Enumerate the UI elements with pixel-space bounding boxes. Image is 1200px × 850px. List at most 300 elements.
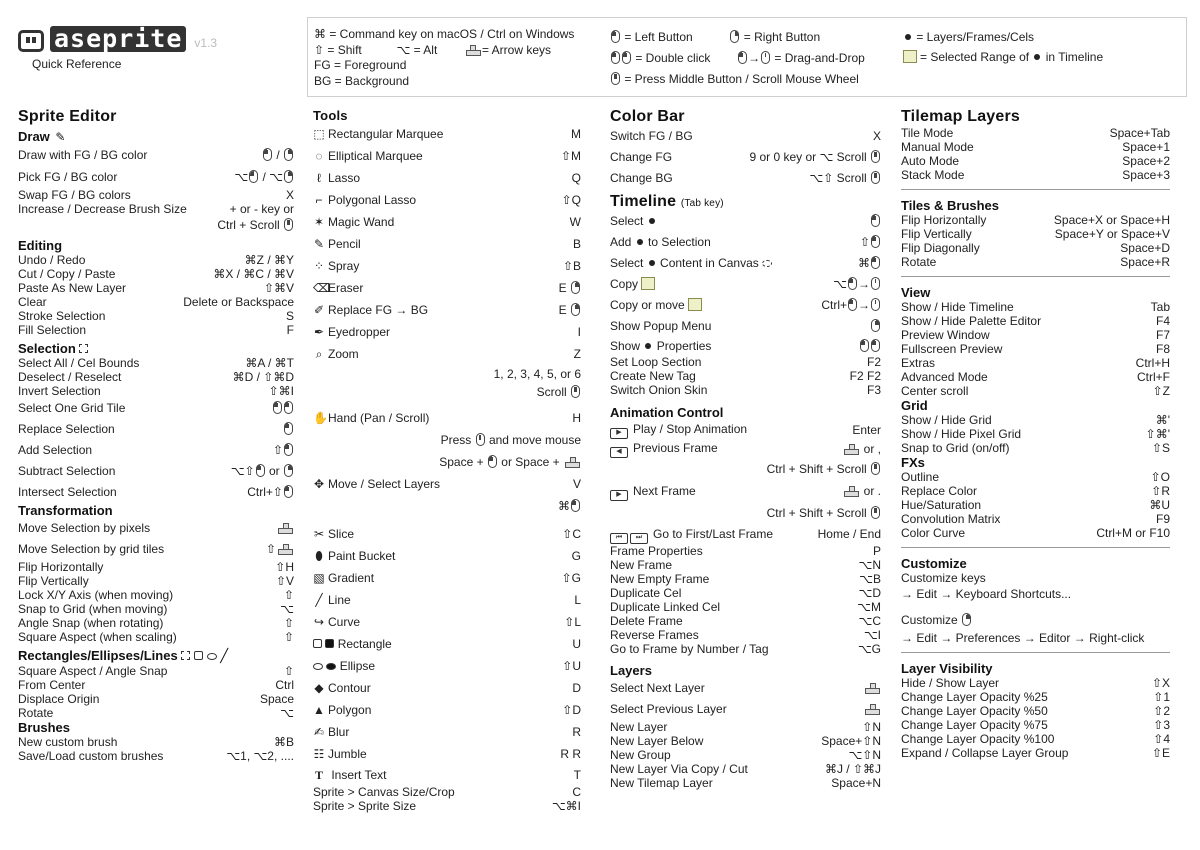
arrow-keys-icon — [278, 544, 292, 554]
sprite-editor-column — [18, 108, 294, 763]
item-shortcut: ⌘U — [1149, 498, 1170, 512]
item-label: New custom brush — [18, 735, 118, 749]
drop-icon — [761, 51, 770, 64]
item-shortcut: ⇧R — [1151, 484, 1170, 498]
tool-row — [313, 299, 581, 321]
item-shortcut: ⇧2 — [1153, 704, 1170, 718]
item-shortcut: ⌘X / ⌘C / ⌘V — [213, 267, 294, 281]
legend-shift: ⇧ = Shift — [314, 42, 362, 57]
item-label: Change Layer Opacity %75 — [901, 718, 1048, 732]
item-shortcut: ⌥⌘I — [551, 799, 581, 813]
item-label: Fill Selection — [18, 323, 87, 337]
tool-label: Replace FG → BG — [328, 303, 429, 317]
tool-row — [313, 721, 581, 743]
tool-label: Slice — [328, 527, 355, 541]
item-shortcut: Tab — [1150, 300, 1170, 314]
list-item — [18, 560, 294, 574]
item-label: Duplicate Cel — [610, 586, 682, 600]
tool-row: T Insert Text T — [313, 765, 581, 785]
brushes-title: Brushes — [18, 720, 71, 735]
tool-row — [313, 211, 581, 233]
item-label: Show / Hide Pixel Grid — [901, 427, 1022, 441]
list-item: Move Selection by pixels — [18, 518, 294, 539]
rectangles-list — [18, 664, 294, 720]
item-label: Stack Mode — [901, 168, 965, 182]
right-click-icon — [571, 303, 580, 316]
tool-row — [313, 189, 581, 211]
fx-title: FXs — [901, 455, 925, 470]
list-item — [901, 241, 1170, 255]
item-shortcut: F2 — [866, 355, 881, 369]
item-label: Expand / Collapse Layer Group — [901, 746, 1069, 760]
next-frame-icon: ▶ — [610, 490, 628, 501]
item-shortcut: ⌘B — [273, 735, 294, 749]
item-label: Deselect / Reselect — [18, 370, 122, 384]
list-item — [610, 642, 881, 656]
aseprite-logo-icon — [18, 30, 44, 52]
legend-range-post: in Timeline — [1045, 50, 1104, 64]
ellipse-icon — [207, 653, 217, 660]
item-label: New Layer Via Copy / Cut — [610, 762, 748, 776]
grid-title: Grid — [901, 398, 928, 413]
tool-label: Gradient — [328, 571, 375, 585]
list-item — [18, 574, 294, 588]
item-label: Change Layer Opacity %100 — [901, 732, 1055, 746]
item-shortcut: Space+D — [1120, 241, 1170, 255]
move-icon: ✥ — [313, 477, 325, 491]
tool-row — [313, 167, 581, 189]
tool-icon: ☷ — [313, 747, 325, 761]
item-shortcut: ⇧1 — [1153, 690, 1170, 704]
tool-shortcut: ⇧G — [561, 571, 581, 585]
list-item — [901, 227, 1170, 241]
list-item — [901, 126, 1170, 140]
legend-keys — [314, 27, 574, 89]
list-item — [18, 664, 294, 678]
list-item: Replace Selection — [18, 419, 294, 440]
customize-line: Customize keys — [901, 571, 986, 585]
list-item — [610, 748, 881, 762]
item-label: Preview Window — [901, 328, 990, 342]
fx-list — [901, 470, 1170, 540]
last-frame-icon: ⏭ — [630, 533, 648, 544]
tool-row — [313, 123, 581, 145]
tool-row — [313, 255, 581, 277]
tool-shortcut: I — [577, 325, 581, 339]
tool-row — [313, 233, 581, 255]
layer-visibility-list — [901, 676, 1170, 760]
list-item: Switch FG / BG X — [610, 129, 881, 143]
divider — [901, 276, 1170, 277]
list-item — [610, 734, 881, 748]
timeline-title: Timeline (Tab key) — [610, 193, 724, 210]
item-shortcut: Space+⇧N — [821, 734, 881, 748]
list-item: ◀ Previous Frame or , — [610, 439, 881, 458]
tool-shortcut: G — [571, 549, 581, 563]
list-item — [610, 369, 881, 383]
item-label: Invert Selection — [18, 384, 101, 398]
list-item — [18, 384, 294, 398]
left-click-icon — [263, 148, 272, 161]
list-item — [901, 413, 1170, 427]
list-item: ▶ Play / Stop Animation Enter — [610, 420, 881, 439]
left-click-icon — [284, 443, 293, 456]
tools-list — [313, 523, 581, 633]
tool-shortcut: B — [572, 237, 581, 251]
item-label: Hue/Saturation — [901, 498, 982, 512]
item-shortcut: ⌘D / ⇧⌘D — [232, 370, 294, 384]
item-shortcut: ⇧⌘I — [268, 384, 294, 398]
marquee-icon — [79, 344, 88, 353]
page-subtitle: Quick Reference — [32, 57, 122, 71]
list-item: Add to Selection ⇧ — [610, 232, 881, 253]
item-label: Snap to Grid (when moving) — [18, 602, 168, 616]
item-shortcut: Ctrl+F — [1137, 370, 1170, 384]
item-label: New Group — [610, 748, 671, 762]
list-item — [901, 384, 1170, 398]
layer-dot-icon — [1034, 54, 1040, 60]
item-label: Tile Mode — [901, 126, 954, 140]
tool-row — [313, 545, 581, 567]
item-label: Paste As New Layer — [18, 281, 127, 295]
layer-visibility-title: Layer Visibility — [901, 661, 993, 676]
customize-line: Customize — [901, 613, 1170, 627]
tool-icon: ✶ — [313, 215, 325, 229]
list-item: Show Properties — [610, 337, 881, 355]
customize-title: Customize — [901, 556, 967, 571]
item-label: Frame Properties — [610, 544, 703, 558]
item-shortcut: ⌘A / ⌘T — [245, 356, 294, 370]
tool-label: Polygon — [328, 703, 372, 717]
list-item — [901, 732, 1170, 746]
item-shortcut: Space+R — [1120, 255, 1170, 269]
item-label: Auto Mode — [901, 154, 960, 168]
tool-label: Zoom — [328, 347, 359, 361]
item-shortcut: ⌘' — [1155, 413, 1170, 427]
item-label: Lock X/Y Axis (when moving) — [18, 588, 174, 602]
editing-title: Editing — [18, 238, 63, 253]
item-shortcut: F2 F2 — [849, 369, 881, 383]
animation-title: Animation Control — [610, 405, 724, 420]
list-item — [901, 140, 1170, 154]
first-frame-icon: ⏮ — [610, 533, 628, 544]
item-label: Flip Diagonally — [901, 241, 980, 255]
item-shortcut: ⌥B — [859, 572, 881, 586]
list-item — [901, 168, 1170, 182]
left-click-icon — [284, 422, 293, 435]
marquee-icon — [181, 651, 190, 660]
item-shortcut: ⇧N — [862, 720, 881, 734]
left-click-icon — [611, 30, 620, 43]
tool-label: Pencil — [328, 237, 361, 251]
customize-line: → Edit → Keyboard Shortcuts... — [901, 587, 1072, 601]
right-click-icon — [284, 148, 293, 161]
tool-shortcut: E — [558, 303, 567, 317]
list-item — [901, 441, 1170, 455]
tool-row — [313, 743, 581, 765]
scroll-icon — [571, 385, 580, 398]
tool-shortcut: ⇧Q — [561, 193, 581, 207]
tool-shortcut: ⇧D — [562, 703, 581, 717]
list-item: Change BG ⌥⇧ Scroll — [610, 168, 881, 189]
hand-icon: ✋ — [313, 411, 328, 425]
sprite-editor-title: Sprite Editor — [18, 108, 117, 125]
rectangle-icon — [194, 651, 203, 660]
timeline-list — [610, 355, 881, 397]
list-item — [901, 718, 1170, 732]
item-label: Square Aspect (when scaling) — [18, 630, 177, 644]
tool-shortcut: E — [558, 281, 567, 295]
list-item — [18, 602, 294, 616]
scroll-icon — [284, 218, 293, 231]
previous-frame-icon: ◀ — [610, 447, 628, 458]
item-shortcut: ⌥I — [863, 628, 881, 642]
tool-label: Eyedropper — [328, 325, 391, 339]
tool-icon: ⌫ — [313, 281, 330, 295]
list-item — [18, 323, 294, 337]
list-item: Copy ⌥ → — [610, 274, 881, 295]
list-item — [18, 253, 294, 267]
legend-alt: ⌥ = Alt — [396, 42, 438, 57]
legend-right-button: = Right Button — [743, 30, 821, 44]
tool-icon: ℓ — [317, 171, 321, 185]
tool-row — [313, 589, 581, 611]
tool-label: Line — [328, 593, 351, 607]
item-label: Undo / Redo — [18, 253, 86, 267]
legend-box — [307, 17, 1187, 97]
list-item — [901, 370, 1170, 384]
legend-layers: = Layers/Frames/Cels — [916, 30, 1035, 44]
item-shortcut: ⇧4 — [1153, 732, 1170, 746]
item-shortcut: ⇧ — [283, 588, 294, 602]
tool-row — [313, 677, 581, 699]
filled-rectangle-icon — [325, 639, 334, 648]
double-click-icon — [611, 51, 620, 64]
tool-icon: ▲ — [313, 703, 325, 717]
list-item — [901, 255, 1170, 269]
item-shortcut: S — [285, 309, 294, 323]
item-shortcut: ⌘Z / ⌘Y — [244, 253, 294, 267]
tool-label: Blur — [328, 725, 350, 739]
item-label: Color Curve — [901, 526, 966, 540]
tool-shortcut: R — [572, 725, 581, 739]
item-label: Stroke Selection — [18, 309, 106, 323]
list-item — [18, 692, 294, 706]
left-click-icon — [249, 170, 258, 183]
list-item: Increase / Decrease Brush Size + or - key or — [18, 202, 294, 216]
item-label: Flip Vertically — [901, 227, 972, 241]
list-item-continuation: Ctrl + Scroll — [18, 216, 294, 234]
list-item — [18, 370, 294, 384]
item-shortcut: ⇧⌘V — [263, 281, 294, 295]
item-shortcut: ⌥⇧N — [848, 748, 881, 762]
list-item — [610, 720, 881, 734]
divider — [901, 547, 1170, 548]
list-item — [18, 735, 294, 749]
item-label: Center scroll — [901, 384, 969, 398]
item-label: Rotate — [18, 706, 54, 720]
divider — [901, 652, 1170, 653]
tool-shortcut: M — [571, 127, 581, 141]
item-label: Show / Hide Timeline — [901, 300, 1014, 314]
tool-shortcut: R R — [560, 747, 581, 761]
list-item — [901, 213, 1170, 227]
tool-row — [313, 321, 581, 343]
item-shortcut: Space+X or Space+H — [1053, 213, 1170, 227]
draw-title: Draw ✎ — [18, 129, 66, 144]
tool-row — [313, 567, 581, 589]
legend-range-pre: = Selected Range of — [920, 50, 1030, 64]
list-item: Pick FG / BG color ⌥ / ⌥ — [18, 166, 294, 188]
list-item-continuation: Space + or Space + — [313, 451, 581, 473]
list-item — [610, 628, 881, 642]
view-column — [901, 108, 1170, 760]
item-shortcut: F3 — [866, 383, 881, 397]
tool-icon: ✎ — [313, 237, 325, 251]
item-shortcut: ⇧⌘' — [1145, 427, 1170, 441]
list-item: Swap FG / BG colors X — [18, 188, 294, 202]
list-item — [610, 544, 881, 558]
list-item: Select Content in Canvas ⌘ — [610, 253, 881, 274]
list-item-continuation: Ctrl + Shift + Scroll — [610, 458, 881, 480]
item-label: Change Layer Opacity %50 — [901, 704, 1048, 718]
item-shortcut: Space — [259, 692, 294, 706]
list-item — [18, 678, 294, 692]
tool-icon: ✂ — [313, 527, 325, 541]
item-shortcut: F4 — [1155, 314, 1170, 328]
item-shortcut: ⌥D — [858, 586, 881, 600]
middle-button-icon — [611, 72, 620, 85]
tool-label: Polygonal Lasso — [328, 193, 417, 207]
item-shortcut: P — [872, 544, 881, 558]
legend-left-button: = Left Button — [624, 30, 693, 44]
layers-title: Layers — [610, 663, 652, 678]
list-item — [313, 785, 581, 799]
item-label: New Empty Frame — [610, 572, 710, 586]
tool-row — [313, 277, 581, 299]
color-bar-title: Color Bar — [610, 108, 685, 125]
list-item: ⏮ ⏭ Go to First/Last Frame Home / End — [610, 524, 881, 544]
right-click-icon — [571, 281, 580, 294]
tool-shortcut: Z — [573, 347, 581, 361]
tool-shortcut: ⇧C — [562, 527, 581, 541]
tool-icon: ↪ — [313, 615, 325, 629]
item-shortcut: F8 — [1155, 342, 1170, 356]
item-label: Set Loop Section — [610, 355, 702, 369]
item-shortcut: Ctrl+H — [1135, 356, 1170, 370]
transformation-title: Transformation — [18, 503, 113, 518]
list-item — [901, 526, 1170, 540]
tool-label: Curve — [328, 615, 361, 629]
legend-cmd: ⌘ = Command key on macOS / Ctrl on Windows — [314, 27, 575, 41]
item-label: Outline — [901, 470, 940, 484]
list-item — [610, 600, 881, 614]
item-shortcut: Space+Tab — [1109, 126, 1170, 140]
list-item — [18, 630, 294, 644]
list-item-continuation: ⌘ — [313, 495, 581, 517]
list-item — [313, 799, 581, 813]
list-item — [18, 309, 294, 323]
list-item — [610, 558, 881, 572]
rectangles-title: Rectangles/Ellipses/Lines ╱ — [18, 648, 229, 663]
list-item — [901, 484, 1170, 498]
list-item — [18, 267, 294, 281]
list-item — [901, 676, 1170, 690]
list-item — [18, 281, 294, 295]
list-item — [901, 314, 1170, 328]
item-shortcut: F9 — [1155, 512, 1170, 526]
drag-icon — [738, 51, 747, 64]
item-label: Cut / Copy / Paste — [18, 267, 116, 281]
list-item — [901, 356, 1170, 370]
tool-icon: ⌕ — [315, 347, 323, 361]
tool-icon: ✍ — [313, 725, 325, 739]
text-icon: T — [314, 768, 323, 782]
tool-row — [313, 343, 581, 365]
item-label: Save/Load custom brushes — [18, 749, 164, 763]
tool-row — [313, 611, 581, 633]
logo-text: aseprite — [50, 26, 186, 52]
tool-row: ✥ Move / Select Layers V — [313, 473, 581, 495]
list-item: Select Previous Layer — [610, 699, 881, 720]
item-shortcut: ⌥ — [280, 706, 294, 720]
item-label: New Frame — [610, 558, 673, 572]
item-shortcut: ⇧3 — [1153, 718, 1170, 732]
list-item: Copy or move Ctrl+ → — [610, 295, 881, 316]
list-item-continuation: Ctrl + Shift + Scroll — [610, 502, 881, 524]
list-item — [901, 427, 1170, 441]
tools-list — [313, 677, 581, 765]
selected-range-icon — [903, 50, 917, 63]
animation-list — [610, 544, 881, 656]
view-title: View — [901, 285, 931, 300]
list-item — [901, 300, 1170, 314]
tilemap-title: Tilemap Layers — [901, 108, 1021, 125]
filled-ellipse-icon — [326, 663, 336, 670]
item-shortcut: F — [286, 323, 294, 337]
item-shortcut: ⌥1, ⌥2, .... — [226, 749, 294, 763]
list-item: Show Popup Menu — [610, 316, 881, 337]
item-shortcut: ⌥G — [857, 642, 881, 656]
tool-row — [313, 145, 581, 167]
customize-line: → Edit → Preferences → Editor → Right-click — [901, 631, 1145, 645]
item-shortcut: ⇧X — [1151, 676, 1170, 690]
list-item — [610, 383, 881, 397]
item-label: Extras — [901, 356, 936, 370]
item-shortcut: ⇧H — [275, 560, 294, 574]
arrow-keys-icon — [466, 45, 480, 55]
list-item-continuation: 1, 2, 3, 4, 5, or 6 — [493, 367, 581, 381]
tool-icon: ▧ — [313, 571, 325, 585]
tool-icon: ╱ — [315, 593, 323, 607]
tool-label: Elliptical Marquee — [328, 149, 423, 163]
item-shortcut: ⇧E — [1151, 746, 1170, 760]
list-item — [901, 690, 1170, 704]
legend-middle-button: = Press Middle Button / Scroll Mouse Wheel — [624, 72, 859, 86]
item-label: Change Layer Opacity %25 — [901, 690, 1048, 704]
item-label: Select All / Cel Bounds — [18, 356, 140, 370]
item-shortcut: ⇧ — [283, 616, 294, 630]
tools-list — [313, 123, 581, 365]
transformation-list — [18, 560, 294, 644]
list-item: Draw with FG / BG color / — [18, 144, 294, 166]
list-item — [18, 588, 294, 602]
tool-shortcut: W — [569, 215, 581, 229]
item-shortcut: ⇧S — [1151, 441, 1170, 455]
item-label: Rotate — [901, 255, 937, 269]
tool-shortcut: ⇧M — [560, 149, 581, 163]
item-shortcut: ⌥M — [857, 600, 881, 614]
